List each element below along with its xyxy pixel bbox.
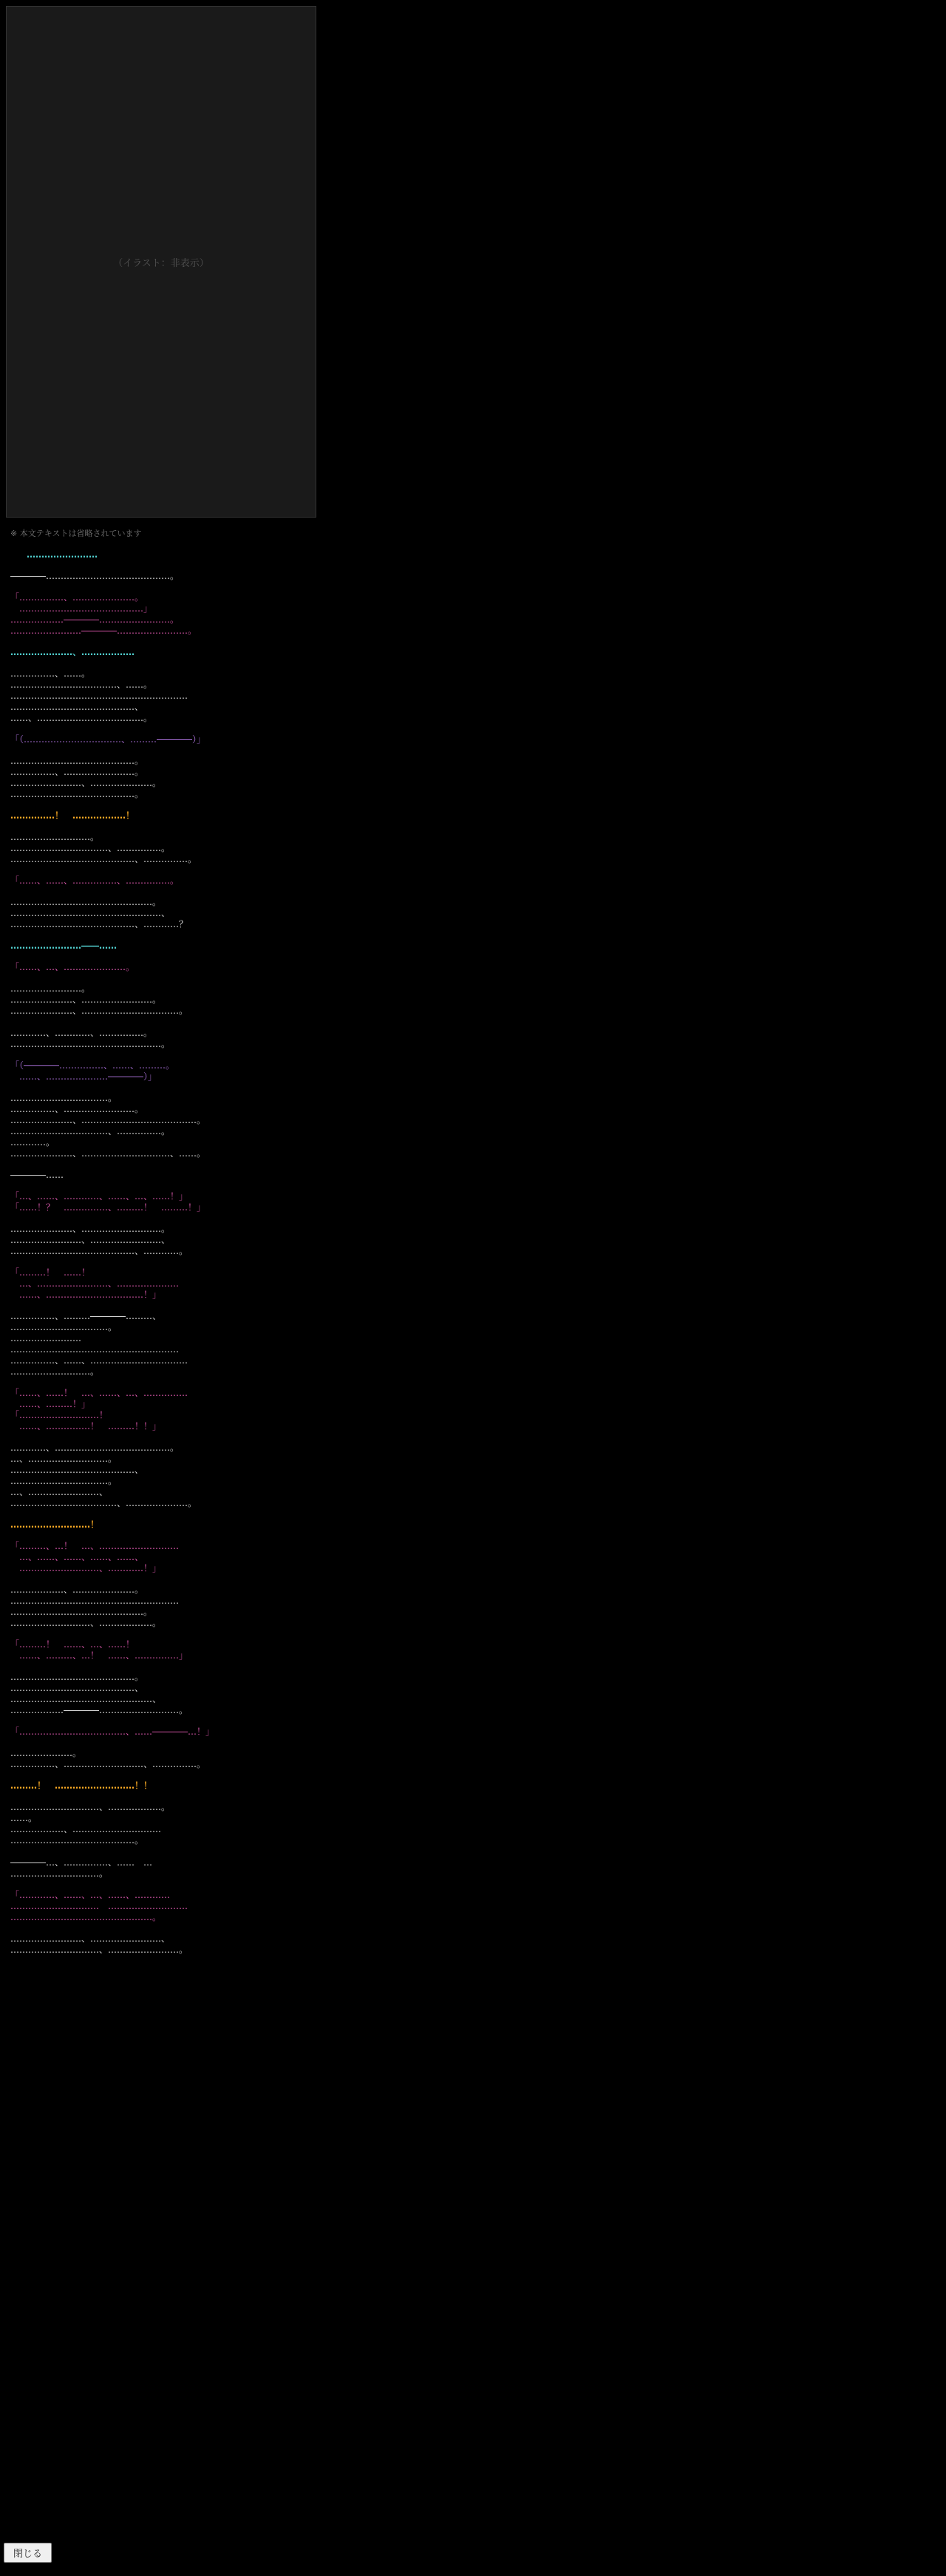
- story-block: ……………………。 …………………、……………………。 …………………、……………………………。 …………、…………、……………。 ……………………………………………。: [10, 983, 188, 1049]
- story-block: 「……、……、……………、……………。: [10, 875, 180, 886]
- story-block: …………………、………………………。 ……………………、……………………、 ……………………………………、…………。: [10, 1224, 188, 1256]
- story-block: ………………、…………………。 ………………………………………………… ………………………………………。 ………………………、………………。: [10, 1584, 179, 1628]
- story-block: ………………………。 ……………………………、……………。 ……………………………………、……………。: [10, 832, 197, 864]
- story-block: …………………。 ……………、………………………、……………。: [10, 1748, 206, 1769]
- story-block: 「………！ ……、…、……！ ……、………、…！ ……、……………」: [10, 1639, 188, 1661]
- story-block: ……………、……。 ………………………………、……。 …………………………………………………… ……………………………………、 ……、………………………………。: [10, 668, 188, 723]
- story-block: ――――……………………………………。: [10, 571, 180, 581]
- story-block: ………………………！: [10, 1519, 100, 1530]
- story-block: ……………………………………。 ……………、……………………。 ……………………、…………………。 ……………………………………。: [10, 756, 162, 799]
- story-block: 「……、……！ …、……、…、…………… ……、………！」 「………………………！ ……、……………！ ………！！」: [10, 1388, 188, 1431]
- story-block: ――――……: [10, 1170, 64, 1180]
- story-block: ……………………、……………………、 …………………………、……………………。: [10, 1933, 188, 1955]
- close-button[interactable]: 閉じる: [4, 2543, 52, 2563]
- story-block: ……………！ ………………！: [10, 810, 135, 821]
- story-block: ……………………………………。 ……………………………………、 …………………………………………、 ………………――――………………………。: [10, 1672, 188, 1715]
- illustration-placeholder: [6, 6, 316, 518]
- story-block: 「……、…、…………………。: [10, 962, 135, 972]
- story-block: 「…………、……、…、……、………… ………………………… ……………………… …………………………………………。: [10, 1890, 188, 1922]
- story-blocks: [10, 549, 946, 1956]
- story-block: ………！ ………………………！！: [10, 1780, 153, 1791]
- story-block: ……………………………。 ……………、……………………。 …………………、…………………………………。 ……………………………、……………。 …………。 …………………、…………………………、……。: [10, 1093, 206, 1159]
- story-text-area: [6, 518, 946, 1956]
- story-block: …………………、………………: [10, 647, 135, 657]
- story-block: 「………、…！ …、……………………… …、……、……、……、……、 ………………………、…………！」: [10, 1541, 180, 1573]
- redaction-note: ※ 本文テキストは省略されています: [10, 529, 142, 538]
- story-block: 「…、……、…………、……、…、……！」 「……！？ ……………、………！ ………！」: [10, 1191, 206, 1213]
- story-block: 「（――――……………、……、………。 ……、…………………――――）」: [10, 1060, 175, 1082]
- story-block: ……………、………――――………、 ……………………………。 …………………… ………………………………………………… ……………、……、…………………………… ………………………。: [10, 1311, 188, 1377]
- story-block: 「………！ ……！ …、……………………、………………… ……、……………………………！」: [10, 1267, 180, 1300]
- story-block: …………………………、………………。 ……。 ………………、………………………… ……………………………………。 ――――…、……………、…… … …………………………。: [10, 1802, 171, 1879]
- story-block: 「………………………………、……――――…！」: [10, 1726, 215, 1737]
- story-block: ……………………: [27, 549, 98, 560]
- story-block: …………、…………………………………。 …、………………………。 ……………………………………、 ……………………………。 …、……………………、 ………………………………、…………………。: [10, 1443, 197, 1508]
- illustration-placeholder-label: （イラスト：非表示）: [113, 257, 209, 269]
- story-block: ……………………――……: [10, 940, 117, 951]
- story-block: 「（……………………………、………――――）」: [10, 734, 206, 745]
- story-block: …………………………………………。 ……………………………………………、 ……………………………………、…………？: [10, 897, 188, 929]
- story-block: 「……………、…………………。 ……………………………………」 ………………――――……………………。 ……………………――――……………………。: [10, 592, 197, 636]
